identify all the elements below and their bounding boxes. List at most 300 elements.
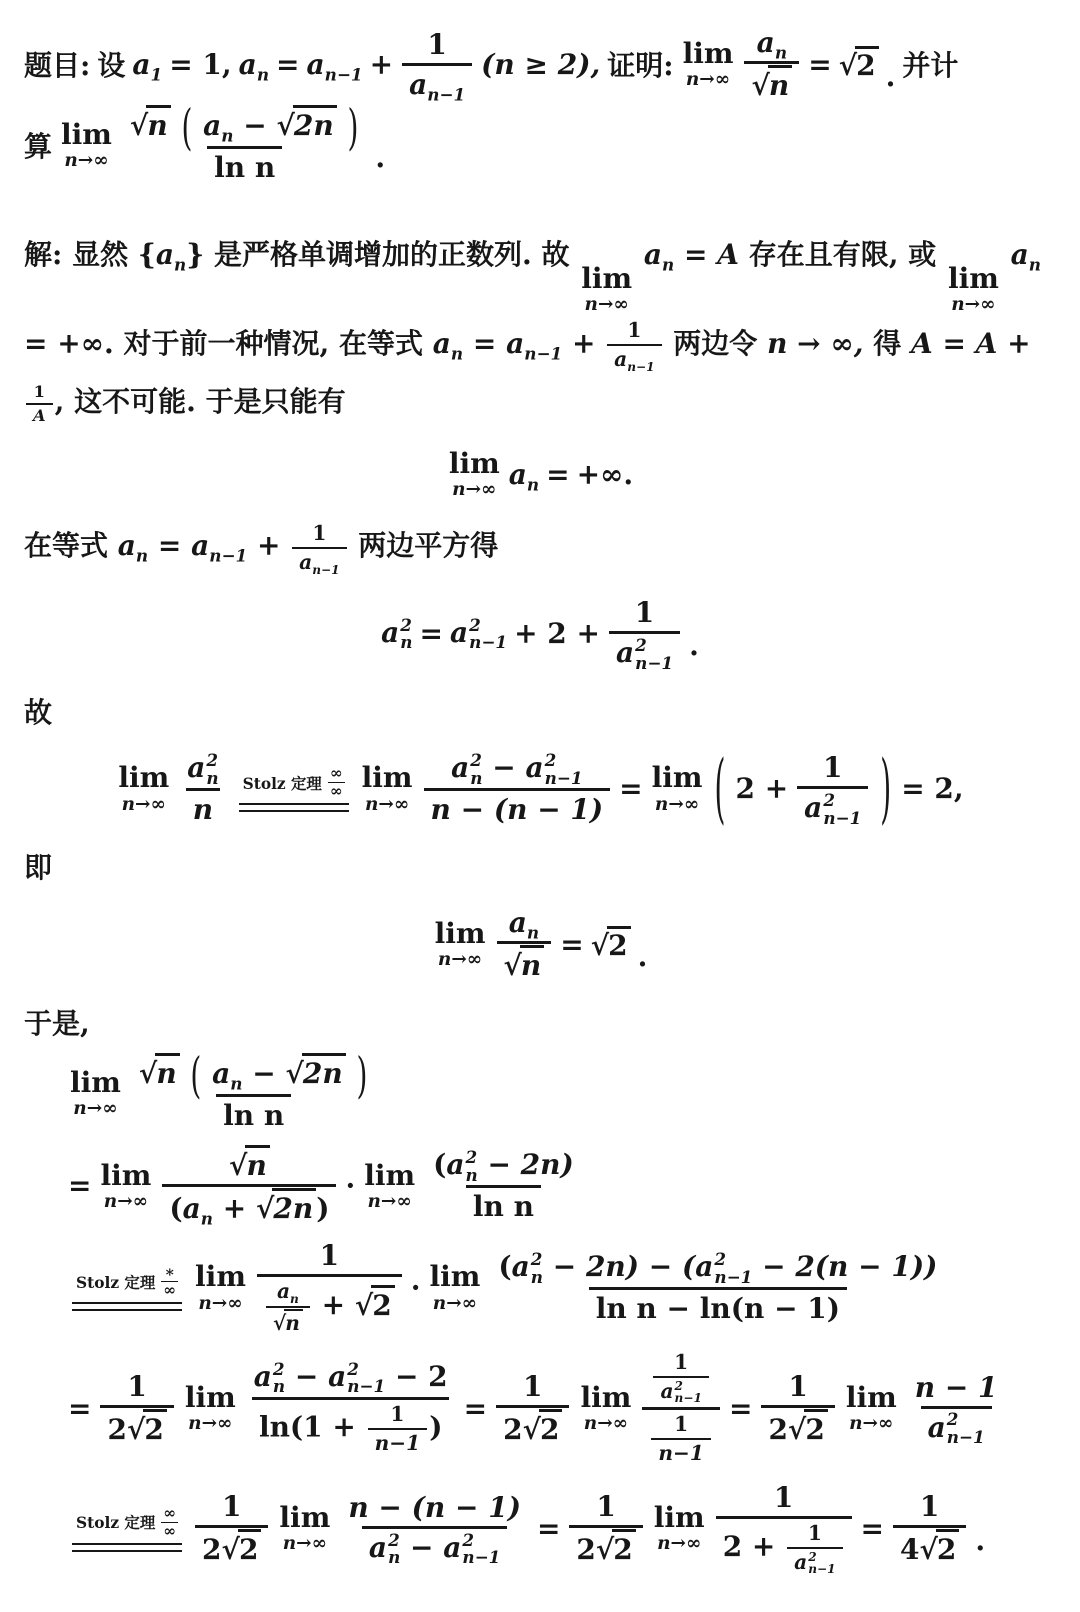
math-token: n — [530, 1266, 543, 1287]
math-token: n→∞ — [452, 479, 497, 501]
numerator — [589, 1488, 622, 1525]
numerator — [491, 1248, 944, 1287]
prose-text: 于是, — [24, 1007, 90, 1041]
prose-text: , 这不可能. 于是只能有 — [54, 385, 346, 419]
math-token: n — [450, 343, 464, 364]
math-token: n−1 — [324, 64, 363, 85]
math-token: n→∞ — [364, 793, 410, 815]
math-token: n — [174, 254, 187, 275]
fraction — [292, 520, 346, 576]
limit-operator — [947, 261, 999, 316]
math-token: 2 — [530, 1248, 543, 1269]
math-token: a — [804, 791, 823, 825]
square-root — [839, 46, 879, 82]
denominator — [257, 1274, 402, 1337]
math-token: n — [200, 1209, 213, 1229]
math-token: a — [451, 751, 470, 785]
math-token: − 2n) − ( — [552, 1250, 696, 1284]
scripts — [206, 752, 218, 787]
var-an — [156, 226, 186, 283]
derivation-block — [68, 1047, 1056, 1578]
var-an-1-squared — [450, 616, 507, 652]
math-token: 2 — [674, 1378, 683, 1393]
math-token: a — [191, 529, 210, 563]
numerator — [667, 1411, 695, 1438]
math-token: 2 — [347, 1358, 359, 1379]
fraction — [787, 1520, 842, 1577]
math-token: = — [560, 927, 584, 961]
math-token: a — [614, 347, 628, 372]
small-fraction — [328, 765, 345, 800]
var-an — [1011, 226, 1041, 283]
numerator — [270, 1278, 306, 1305]
denominator: n−1 — [651, 1438, 711, 1467]
math-token: { — [137, 238, 156, 271]
math-token: n→∞ — [951, 294, 996, 316]
fraction — [257, 1237, 402, 1337]
radicand: 2 — [607, 926, 630, 962]
math-token: ∗ — [164, 1263, 175, 1282]
radical-sign: √ — [138, 1057, 158, 1091]
math-token: = — [619, 772, 643, 806]
double-rule — [239, 803, 349, 812]
math-token: A — [33, 405, 46, 425]
square-root — [127, 1409, 167, 1447]
var-an — [644, 226, 674, 283]
solution-paragraph — [24, 226, 1056, 431]
fraction — [651, 1411, 711, 1467]
radical-sign: √ — [522, 1413, 541, 1447]
fraction — [761, 1368, 834, 1448]
numerator — [628, 594, 661, 631]
math-token: ∞ — [329, 782, 343, 801]
radicand: 2 — [238, 1529, 261, 1567]
math-token: n→∞ — [64, 149, 109, 171]
fraction — [744, 24, 799, 104]
math-token: = — [68, 1391, 92, 1425]
math-token: − 2(n − 1)) — [762, 1250, 938, 1284]
math-token: − 2n) — [487, 1148, 574, 1182]
math-token: ln n — [214, 151, 276, 184]
square-root — [139, 1053, 180, 1091]
radical-sign: √ — [354, 1289, 374, 1323]
math-token: + 2 + — [514, 617, 600, 651]
double-rule — [72, 1302, 182, 1311]
radicand: 2 — [612, 1529, 635, 1567]
math-token: a — [756, 26, 775, 59]
math-token: (n ≥ 2), — [481, 47, 601, 81]
numerator — [781, 1368, 814, 1405]
math-token: a — [525, 751, 544, 785]
numerator — [767, 1479, 800, 1516]
limit-operator — [61, 117, 112, 171]
math-token: 1 — [312, 520, 327, 545]
math-token: lim — [364, 1158, 416, 1192]
math-token: − — [492, 751, 516, 785]
math-token: = — [860, 1511, 884, 1545]
math-token: n→∞ — [583, 1413, 629, 1435]
math-token: 2 — [544, 750, 557, 771]
big-paren-right: ) — [880, 744, 892, 834]
radicand: 2 — [936, 1529, 959, 1567]
math-token: = — [536, 1511, 561, 1545]
var-a1 — [132, 47, 163, 85]
radicand: 2n — [302, 1053, 346, 1091]
math-token: = — [472, 326, 497, 360]
prose-text: 得 — [873, 326, 902, 360]
math-token: n→∞ — [685, 68, 731, 90]
stolz-label — [239, 765, 349, 800]
scripts — [545, 752, 583, 787]
numerator — [313, 1237, 346, 1274]
math-token: n→∞ — [367, 1190, 412, 1212]
limit-operator — [653, 1500, 705, 1555]
radicand: 2n — [272, 1188, 316, 1226]
math-token: n−1 — [627, 360, 655, 375]
fraction — [424, 749, 611, 828]
denominator — [893, 1525, 966, 1568]
math-token: lim — [61, 117, 112, 151]
scripts — [947, 1411, 985, 1446]
math-token: a — [695, 1250, 714, 1284]
math-token: 2 — [503, 1413, 523, 1447]
math-token: = — [157, 529, 182, 563]
math-token: ln(1 + — [258, 1410, 356, 1444]
math-token: 2 — [714, 1248, 727, 1269]
radical-sign: √ — [919, 1533, 938, 1567]
math-token: lim — [70, 1066, 121, 1099]
math-token: lim — [580, 1380, 632, 1414]
numerator — [215, 1488, 248, 1525]
denominator — [252, 1397, 450, 1458]
numerator — [667, 1349, 695, 1376]
radical-sign: √ — [595, 1533, 615, 1567]
math-token: Stolz 定理 — [242, 774, 322, 793]
fraction — [100, 1368, 173, 1448]
fraction — [26, 381, 53, 428]
denominator — [100, 1405, 173, 1448]
radical-sign: √ — [229, 1149, 248, 1183]
square-root — [788, 1409, 828, 1447]
fraction — [491, 1248, 944, 1327]
derivation-line-3 — [68, 1237, 1056, 1337]
stolz-label — [72, 1264, 182, 1299]
limit-operator — [682, 36, 734, 90]
math-token: ( — [169, 1192, 183, 1226]
math-token: lim — [448, 446, 500, 480]
math-token: Stolz 定理 — [76, 1514, 156, 1533]
square-root — [273, 1309, 303, 1336]
math-token: 1 — [221, 1490, 242, 1524]
math-token: lim — [279, 1500, 331, 1534]
display-limit-infinity — [24, 446, 1056, 501]
prose-text: 存在且有限, 或 — [748, 238, 937, 271]
math-token: 1 — [319, 1239, 340, 1273]
math-token: a — [1010, 238, 1029, 271]
denominator — [609, 631, 680, 673]
math-token: 1 — [674, 1412, 689, 1437]
numerator: n − (n − 1) — [348, 1490, 521, 1524]
numerator — [247, 1358, 455, 1397]
math-token: a — [508, 457, 527, 491]
numerator — [27, 381, 52, 403]
radicand: n — [155, 1053, 179, 1091]
numerator — [816, 749, 849, 786]
math-token: 1 — [773, 1480, 794, 1514]
math-token: a — [182, 1192, 201, 1226]
math-token: n — [135, 546, 149, 567]
math-token: lim — [429, 1260, 481, 1294]
math-token: 1 — [150, 64, 163, 85]
radicand: 2 — [143, 1409, 166, 1447]
math-token: n−1 — [347, 1376, 386, 1397]
math-token: 2 — [470, 750, 482, 771]
math-token: − — [410, 1530, 434, 1564]
scripts — [347, 1358, 386, 1397]
small-fraction — [161, 1264, 178, 1299]
radicand: n — [284, 1309, 303, 1336]
math-token: a — [299, 549, 313, 574]
var-an-squared — [381, 616, 412, 652]
math-token: n→∞ — [654, 793, 700, 815]
fraction — [402, 26, 472, 103]
math-token: lim — [434, 917, 486, 950]
math-token: n — [230, 1074, 243, 1094]
hence-text — [24, 691, 1056, 731]
math-token: n — [774, 42, 788, 63]
fraction — [195, 1488, 268, 1568]
fraction — [368, 1401, 428, 1457]
prose-text: 对于前一种情况, 在等式 — [123, 326, 424, 360]
math-token: + — [369, 47, 394, 81]
radical-sign: √ — [590, 929, 610, 963]
fraction — [341, 1489, 528, 1568]
prose-text: 故 — [24, 696, 53, 730]
var-A: A — [717, 238, 739, 271]
fraction — [497, 904, 552, 984]
limit-operator — [100, 1158, 152, 1212]
numerator — [801, 1520, 829, 1547]
square-root — [596, 1529, 636, 1567]
math-token: a — [212, 1057, 231, 1091]
square-root — [222, 1529, 262, 1567]
math-token: ln n − ln(n − 1) — [595, 1292, 841, 1326]
math-token: + — [321, 1289, 346, 1323]
radical-sign: √ — [272, 1310, 287, 1335]
radical-sign: √ — [276, 109, 295, 142]
math-token: a — [187, 751, 206, 785]
problem-label: 题目: — [24, 49, 91, 82]
var-an — [433, 315, 463, 372]
fraction — [266, 1278, 310, 1336]
math-token: n→∞ — [849, 1413, 894, 1435]
therefore-text — [24, 1002, 1056, 1042]
math-token: a — [117, 529, 136, 563]
scripts — [400, 614, 413, 653]
radical-sign: √ — [838, 49, 858, 82]
prose-text: 是严格单调增加的正数列. 故 — [213, 238, 570, 271]
prose-text: 在等式 — [24, 529, 109, 563]
radicand: 2 — [371, 1285, 394, 1323]
limit-operator — [581, 261, 633, 316]
small-fraction — [161, 1505, 178, 1540]
math-token: . — [637, 939, 648, 973]
prose-text: 两边令 — [673, 326, 758, 360]
math-token: 1 — [634, 596, 655, 630]
square-root — [523, 1409, 563, 1447]
math-token: a — [368, 1530, 388, 1564]
math-token: 2 — [400, 614, 412, 635]
square-paragraph — [24, 517, 1056, 576]
var-an — [508, 457, 540, 495]
fraction — [716, 1479, 852, 1578]
radical-sign: √ — [787, 1413, 807, 1447]
math-token: lim — [195, 1260, 246, 1294]
math-token: − 2 — [394, 1359, 448, 1393]
numerator — [502, 904, 546, 941]
math-token: 1 — [427, 27, 447, 61]
denominator — [362, 1526, 507, 1568]
math-token: ln n — [472, 1190, 534, 1224]
denominator — [292, 547, 346, 576]
numerator — [420, 26, 453, 63]
math-token: ∞ — [163, 1503, 177, 1522]
numerator — [222, 1144, 277, 1184]
that-is-text — [24, 846, 1056, 886]
math-token: = — [463, 1391, 488, 1425]
math-token: } — [186, 238, 205, 271]
radicand: 2 — [539, 1409, 562, 1447]
math-token: a — [409, 67, 428, 101]
limit-operator — [448, 446, 500, 501]
denominator — [496, 1405, 569, 1448]
denominator — [744, 61, 799, 104]
math-token: lim — [845, 1380, 897, 1414]
math-token: 1 — [127, 1370, 147, 1404]
math-token: . — [885, 59, 896, 93]
math-token: ) — [316, 1192, 330, 1226]
derivation-line-2 — [68, 1144, 1056, 1227]
math-token: n — [465, 1164, 478, 1185]
math-token: a — [449, 615, 469, 649]
numerator — [913, 1488, 946, 1525]
denominator — [797, 786, 868, 828]
limit-operator — [652, 763, 703, 814]
numerator — [180, 749, 225, 788]
math-token: a — [253, 1359, 272, 1393]
radical-sign: √ — [129, 109, 149, 142]
scripts — [462, 1529, 501, 1568]
math-token: n−1 — [312, 563, 340, 577]
var-A: A — [910, 326, 933, 360]
fraction — [642, 1348, 720, 1469]
var-an — [203, 108, 234, 146]
math-token: n — [1028, 254, 1041, 275]
math-token: n−1 — [544, 767, 583, 788]
prose-text: 并计 — [902, 49, 959, 82]
radical-sign: √ — [255, 1192, 275, 1226]
math-token: n→∞ — [198, 1292, 243, 1314]
denominator — [589, 1287, 847, 1327]
scripts — [530, 1248, 543, 1287]
math-token: 2 — [465, 1147, 478, 1168]
big-paren-right: ) — [356, 1047, 368, 1105]
prose-text: 即 — [24, 851, 53, 885]
denominator — [716, 1516, 852, 1578]
var-an-1 — [506, 315, 562, 372]
big-paren-left: ( — [190, 1047, 202, 1105]
big-paren-left: ( — [714, 744, 726, 834]
math-token: n−1 — [469, 632, 508, 653]
scripts — [635, 637, 673, 672]
square-root — [591, 926, 631, 962]
math-token: n — [526, 474, 540, 495]
math-token: a — [432, 326, 451, 360]
math-token: 2 + — [735, 772, 789, 806]
denominator — [921, 1406, 992, 1448]
math-token: 2 — [272, 1358, 285, 1379]
denominator — [569, 1525, 642, 1568]
math-token: lim — [118, 761, 170, 795]
scripts — [675, 1380, 702, 1405]
math-token: = 2, — [901, 772, 964, 806]
math-token: 2 — [206, 750, 219, 771]
radical-sign: √ — [221, 1533, 240, 1567]
math-token: n→∞ — [432, 1292, 478, 1314]
prose-text: 两边平方得 — [358, 529, 499, 563]
var-A: A — [975, 326, 998, 360]
square-root — [256, 1188, 316, 1226]
limit-operator — [279, 1500, 331, 1555]
math-token: = 1, — [169, 47, 232, 81]
math-token: lim — [651, 761, 703, 795]
math-token: lim — [947, 261, 999, 295]
math-token: n→∞ — [584, 294, 629, 316]
math-token: = — [546, 457, 570, 491]
math-token: a — [508, 906, 527, 940]
square-root — [504, 945, 545, 983]
math-token: 2 + — [722, 1529, 776, 1563]
math-token: n−1 — [946, 1427, 985, 1448]
math-token: = — [728, 1391, 753, 1425]
numerator — [620, 317, 648, 344]
math-token: ) — [429, 1410, 443, 1444]
math-token: 2 — [462, 1529, 475, 1550]
math-token: a — [276, 1279, 291, 1304]
math-token: n−1 — [462, 1547, 501, 1568]
scripts — [808, 1551, 835, 1576]
numerator — [120, 1368, 153, 1405]
double-rule — [72, 1543, 182, 1552]
limit-operator — [580, 1380, 632, 1435]
math-token: n→∞ — [437, 949, 483, 971]
math-token: a — [443, 1530, 462, 1564]
denominator — [216, 1094, 291, 1134]
fraction — [162, 1144, 336, 1227]
scripts — [823, 792, 861, 827]
math-token: · — [410, 1271, 421, 1305]
radicand: n — [146, 105, 170, 143]
solution-label: 解: 显然 — [24, 238, 129, 271]
denominator — [266, 1306, 310, 1337]
problem-statement — [24, 24, 1056, 186]
numerator — [123, 98, 366, 157]
math-token: n — [400, 632, 413, 653]
prose-text: 证明: — [607, 49, 674, 82]
square-root — [285, 1053, 345, 1091]
math-token: n — [206, 767, 219, 788]
math-token: n−1 — [635, 652, 674, 673]
